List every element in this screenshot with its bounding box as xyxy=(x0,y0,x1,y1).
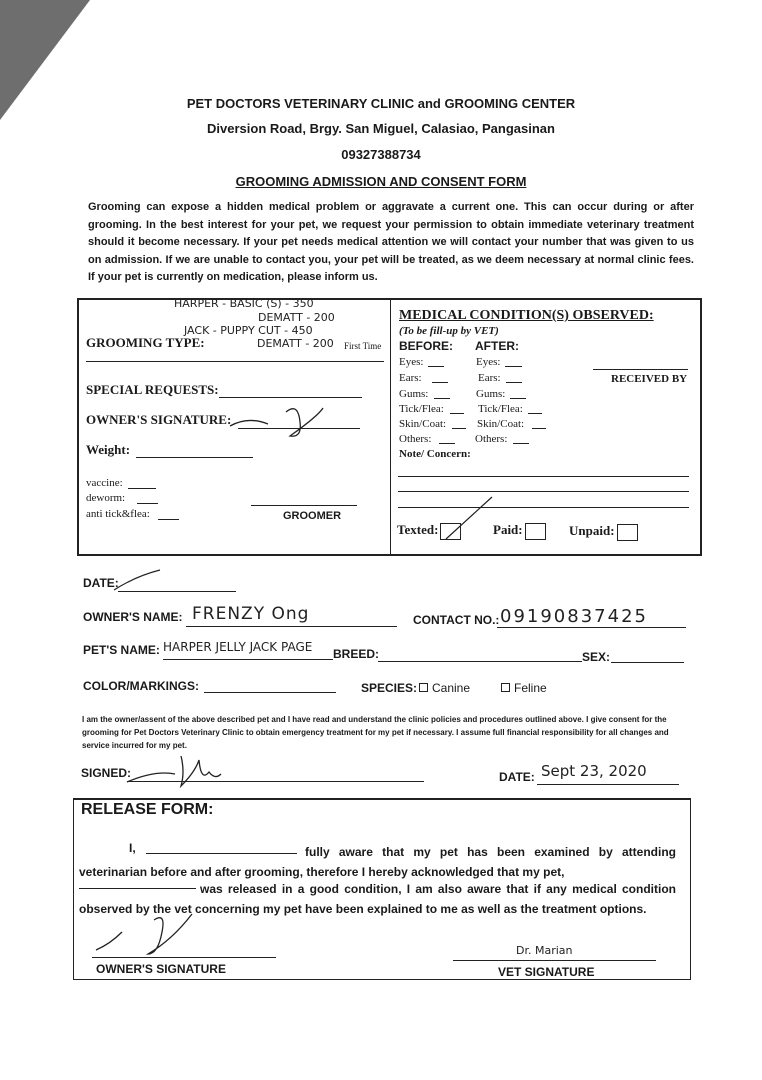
first-time-label: First Time xyxy=(344,341,382,351)
after-eyes-line xyxy=(505,366,522,367)
release-text-1: fully aware that my pet has been examined by attending veterinarian before and after grooming, therefore I hereby acknowledged that my pet, xyxy=(79,845,676,879)
grooming-handwriting-1: HARPER - BASIC (S) - 350 xyxy=(174,297,314,310)
feline-checkbox[interactable] xyxy=(501,683,510,692)
contact-value: 09190837425 xyxy=(500,606,648,627)
texted-label: Texted: xyxy=(397,522,439,537)
before-others-line xyxy=(439,443,455,444)
unpaid-field xyxy=(569,523,638,541)
pets-name-line xyxy=(163,659,333,660)
before-ears: Ears: xyxy=(399,372,422,384)
grooming-type-line xyxy=(86,361,384,362)
sex-label: SEX: xyxy=(582,650,611,664)
consent-paragraph: I am the owner/assent of the above described pet and I have read and understand the clinic policies and procedures outlined above. I give consent for the grooming for Pet Doctors Veterinary Clinic to obtain emergency treatment for my pet if necessary. I assume full financial responsibility for all changes and service incurred for my pet. xyxy=(82,715,669,750)
before-gums: Gums: xyxy=(399,388,429,400)
after-skin-line xyxy=(532,428,546,429)
breed-line xyxy=(378,661,582,662)
release-title: RELEASE FORM: xyxy=(81,801,214,818)
special-requests-line xyxy=(219,397,362,398)
after-gums: Gums: xyxy=(476,388,506,400)
vet-name-handwriting: Dr. Marian xyxy=(516,944,573,957)
contact-label: CONTACT NO.: xyxy=(413,613,500,627)
owner-signature-label: OWNER'S SIGNATURE: xyxy=(86,412,232,427)
owners-name-value: FRENZY Ong xyxy=(192,604,310,624)
after-tick: Tick/Flea: xyxy=(478,403,523,415)
medical-title: MEDICAL CONDITION(S) OBSERVED: xyxy=(399,308,654,323)
feline-label: Feline xyxy=(514,681,547,695)
clinic-name: PET DOCTORS VETERINARY CLINIC and GROOMING CENTER xyxy=(186,96,576,111)
medical-subtitle: (To be fill-up by VET) xyxy=(399,325,499,337)
grooming-type-label: GROOMING TYPE: xyxy=(86,335,205,350)
before-eyes: Eyes: xyxy=(399,356,424,368)
after-skin: Skin/Coat: xyxy=(477,418,525,430)
before-skin-line xyxy=(452,428,466,429)
anti-tick-label: anti tick&flea: xyxy=(86,508,150,520)
note-line-3 xyxy=(398,507,689,508)
after-ears: Ears: xyxy=(478,372,501,384)
contact-line xyxy=(497,627,686,628)
note-line-1 xyxy=(398,476,689,477)
vaccine-line xyxy=(128,488,156,489)
clinic-phone: 09327388734 xyxy=(341,147,421,162)
species-label: SPECIES: xyxy=(361,681,418,695)
received-by-line xyxy=(593,369,688,370)
date2-value: Sept 23, 2020 xyxy=(541,762,647,780)
date2-line xyxy=(537,784,679,785)
after-eyes: Eyes: xyxy=(476,356,501,368)
after-others-line xyxy=(513,443,529,444)
before-ears-line xyxy=(432,382,448,383)
species-canine[interactable] xyxy=(419,681,470,695)
pets-name-label: PET'S NAME: xyxy=(83,643,160,657)
signed-scribble xyxy=(125,752,235,790)
before-label: BEFORE: xyxy=(399,339,453,353)
weight-label: Weight: xyxy=(86,442,131,457)
date-label: DATE: xyxy=(83,576,119,590)
grooming-handwriting-3: JACK - PUPPY CUT - 450 xyxy=(184,324,313,337)
paid-field xyxy=(493,522,546,540)
groomer-label: GROOMER xyxy=(283,510,342,522)
owner-signature-release-line xyxy=(92,957,276,958)
deworm-line xyxy=(137,503,158,504)
texted-check-mark xyxy=(444,495,496,543)
canine-label: Canine xyxy=(432,681,471,695)
owners-name-label: OWNER'S NAME: xyxy=(83,610,183,624)
before-others: Others: xyxy=(399,433,432,445)
before-gums-line xyxy=(434,398,450,399)
paid-label: Paid: xyxy=(493,522,523,537)
color-markings-label: COLOR/MARKINGS: xyxy=(83,679,199,693)
clinic-address: Diversion Road, Brgy. San Miguel, Calasiao, Pangasinan xyxy=(207,121,555,136)
signed-label: SIGNED: xyxy=(81,766,132,780)
vet-signature-line xyxy=(453,960,656,961)
before-tick: Tick/Flea: xyxy=(399,403,444,415)
sex-line xyxy=(611,662,684,663)
date-stroke xyxy=(112,568,164,592)
box-divider xyxy=(390,300,391,554)
species-feline[interactable] xyxy=(501,681,547,695)
weight-line xyxy=(136,457,253,458)
release-text-2: was released in a good condition, I am also aware that if any medical condition observed by the vet concerning my pet have been explained to me as well as the treatment options. xyxy=(79,882,676,916)
release-vet-signature: VET SIGNATURE xyxy=(498,965,595,979)
anti-tick-line xyxy=(158,519,179,520)
owners-name-line xyxy=(186,626,397,627)
vaccine-label: vaccine: xyxy=(86,477,123,489)
after-tick-line xyxy=(528,413,542,414)
unpaid-checkbox[interactable] xyxy=(617,524,638,541)
special-requests-label: SPECIAL REQUESTS: xyxy=(86,382,219,397)
pets-name-value: HARPER JELLY JACK PAGE xyxy=(163,640,313,654)
release-owner-signature: OWNER'S SIGNATURE xyxy=(96,962,226,976)
before-eyes-line xyxy=(428,366,444,367)
form-title: GROOMING ADMISSION AND CONSENT FORM xyxy=(235,174,527,189)
deworm-label: deworm: xyxy=(86,492,126,504)
color-markings-line xyxy=(204,692,336,693)
note-label: Note/ Concern: xyxy=(399,448,471,460)
grooming-handwriting-4: DEMATT - 200 xyxy=(257,337,334,350)
after-ears-line xyxy=(506,382,522,383)
breed-label: BREED: xyxy=(333,647,380,661)
before-skin: Skin/Coat: xyxy=(399,418,447,430)
groomer-line xyxy=(251,505,357,506)
release-i-label: I, xyxy=(129,841,136,855)
owner-signature-scribble xyxy=(228,402,338,442)
after-gums-line xyxy=(510,398,526,399)
grooming-handwriting-2: DEMATT - 200 xyxy=(258,311,335,324)
before-tick-line xyxy=(450,413,464,414)
note-line-2 xyxy=(398,491,689,492)
received-by-label: RECEIVED BY xyxy=(611,373,688,385)
paid-checkbox[interactable] xyxy=(525,523,546,540)
date2-label: DATE: xyxy=(499,770,535,784)
intro-paragraph: Grooming can expose a hidden medical problem or aggravate a current one. This can occur during or after grooming. In the best interest for your pet, we request your permission to obtain immediate veterinary treatment should it become necessary. If your pet needs medical attention we will contact your number that was given to us on admission. If we are unable to contact you, your pet will be treated, as we deem necessary at normal clinic fees. If your pet is currently on medication, please inform us. xyxy=(88,201,694,284)
after-others: Others: xyxy=(475,433,508,445)
unpaid-label: Unpaid: xyxy=(569,523,615,538)
canine-checkbox[interactable] xyxy=(419,683,428,692)
after-label: AFTER: xyxy=(475,339,519,353)
